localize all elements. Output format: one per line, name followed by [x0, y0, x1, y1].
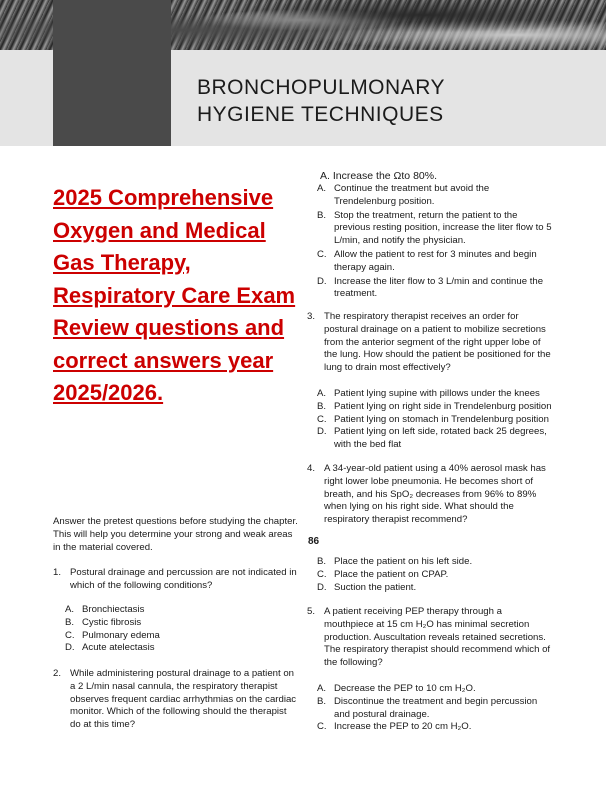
option-letter: C. — [317, 248, 327, 260]
option-letter: B. — [65, 616, 75, 628]
question-number: 4. — [307, 463, 316, 474]
chapter-title-line1: BRONCHOPULMONARY — [197, 76, 445, 99]
option-letter: B. — [317, 695, 327, 707]
promo-heading — [53, 182, 296, 410]
question-2-continued-option: A. Increase the Ωto 80%. — [320, 170, 437, 182]
option-text: Cystic fibrosis — [82, 616, 142, 628]
option-text: Patient lying on stomach in Trendelenburg position — [334, 413, 549, 425]
promo-line: correct answers year — [53, 347, 274, 373]
question-4 — [307, 463, 552, 527]
question-number: 5. — [307, 606, 316, 617]
option-text: Bronchiectasis — [82, 604, 145, 615]
option-letter: B. — [317, 400, 327, 412]
option — [65, 617, 295, 630]
option-text: Patient lying on right side in Trendelenburg position — [334, 400, 552, 412]
option — [317, 401, 557, 414]
question-2 — [53, 668, 298, 732]
option-letter: A. — [317, 388, 327, 399]
option-letter: A. — [65, 604, 75, 615]
question-5-options — [317, 683, 552, 734]
promo-line: 2025 Comprehensive — [53, 185, 274, 210]
option — [317, 696, 552, 722]
option — [317, 210, 552, 248]
chapter-title-line2: HYGIENE TECHNIQUES — [197, 103, 444, 126]
option-text: Place the patient on CPAP. — [334, 568, 449, 580]
question-2-options — [317, 183, 552, 301]
option-text: Discontinue the treatment and begin percussion and postural drainage. — [334, 695, 538, 720]
question-1-options — [65, 604, 295, 655]
option-text: Increase the liter flow to 3 L/min and continue the treatment. — [334, 275, 544, 300]
option — [317, 414, 557, 427]
option-letter: D. — [65, 642, 75, 654]
option — [317, 569, 552, 582]
question-number: 2. — [53, 668, 62, 679]
question-4-options — [317, 556, 552, 594]
question-text: While administering postural drainage to a patient on a 2 L/min nasal cannula, the respiratory therapist observes frequent cardiac arrhythmias on the cardiac monitor. Which of the following should the therapist do at this time? — [70, 668, 297, 731]
option-letter: B. — [317, 556, 327, 567]
option-text: Place the patient on his left side. — [334, 556, 473, 567]
option-text: Pulmonary edema — [82, 629, 160, 641]
option-text: Stop the treatment, return the patient to the previous resting position, increase the liter flow to 5 L/min, and notify the physician. — [334, 209, 552, 247]
question-text: A 34-year-old patient using a 40% aerosol mask has right lower lobe pneumonia. He becomes short of breath, and his SpO₂ decreases from 96% to 89% when lying on his right side. What should the respiratory therapist recommend? — [324, 463, 546, 526]
option-letter: D. — [317, 581, 327, 593]
header-dark-block — [53, 0, 171, 146]
option-letter: A. — [317, 183, 327, 194]
question-1 — [53, 567, 298, 593]
question-3 — [307, 311, 552, 375]
option-text: Suction the patient. — [334, 581, 417, 593]
option-text: Continue the treatment but avoid the Trendelenburg position. — [334, 183, 490, 207]
question-3-options — [317, 388, 557, 452]
page-number: 86 — [308, 536, 320, 547]
question-5 — [307, 606, 552, 670]
option — [317, 721, 552, 734]
promo-line: Respiratory Care Exam — [53, 282, 296, 308]
option-text: Acute atelectasis — [82, 642, 155, 654]
option — [317, 276, 552, 302]
option-letter: D. — [317, 275, 327, 287]
option — [317, 556, 552, 569]
option-text: Patient lying on left side, rotated back 25 degrees, with the bed flat — [334, 426, 547, 451]
option-text: Patient lying supine with pillows under the knees — [334, 388, 540, 399]
promo-line: Oxygen and Medical — [53, 217, 266, 243]
promo-line: Review questions and — [53, 315, 285, 340]
promo-line: 2025/2026. — [53, 380, 164, 405]
option — [65, 604, 295, 617]
question-text: The respiratory therapist receives an order for postural drainage on a patient to mobilize secretions from the anterior segment of the right upper lobe of the lung. How should the patient be positioned for the lung to drain most effectively? — [324, 311, 551, 374]
option-text: Allow the patient to rest for 3 minutes and begin therapy again. — [334, 248, 537, 273]
option — [65, 642, 295, 655]
promo-line: Gas Therapy, — [53, 250, 191, 275]
option-letter: C. — [317, 413, 327, 425]
option — [317, 683, 552, 696]
option-letter: A. — [317, 683, 327, 694]
option-text: Increase the PEP to 20 cm H₂O. — [334, 721, 472, 733]
option — [317, 183, 552, 209]
chapter-title — [197, 74, 597, 128]
option — [317, 249, 552, 275]
option — [65, 630, 295, 643]
question-text: A patient receiving PEP therapy through a mouthpiece at 15 cm H₂O has minimal secretion production. Auscultation reveals retained secretions. The respiratory therapist should recommend which of the following? — [324, 606, 551, 669]
option-letter: C. — [317, 721, 327, 733]
option-letter: C. — [65, 629, 75, 641]
option — [317, 388, 557, 401]
option-letter: B. — [317, 209, 327, 221]
option — [317, 426, 557, 452]
question-text: Postural drainage and percussion are not indicated in which of the following conditions? — [70, 567, 297, 591]
option — [317, 582, 552, 595]
option-letter: C. — [317, 568, 327, 580]
option-letter: D. — [317, 426, 327, 438]
question-number: 1. — [53, 567, 62, 578]
option-text: Decrease the PEP to 10 cm H₂O. — [334, 683, 476, 694]
intro-paragraph: Answer the pretest questions before studying the chapter. This will help you determine your strong and weak areas in the material covered. — [53, 516, 298, 553]
question-number: 3. — [307, 311, 316, 322]
